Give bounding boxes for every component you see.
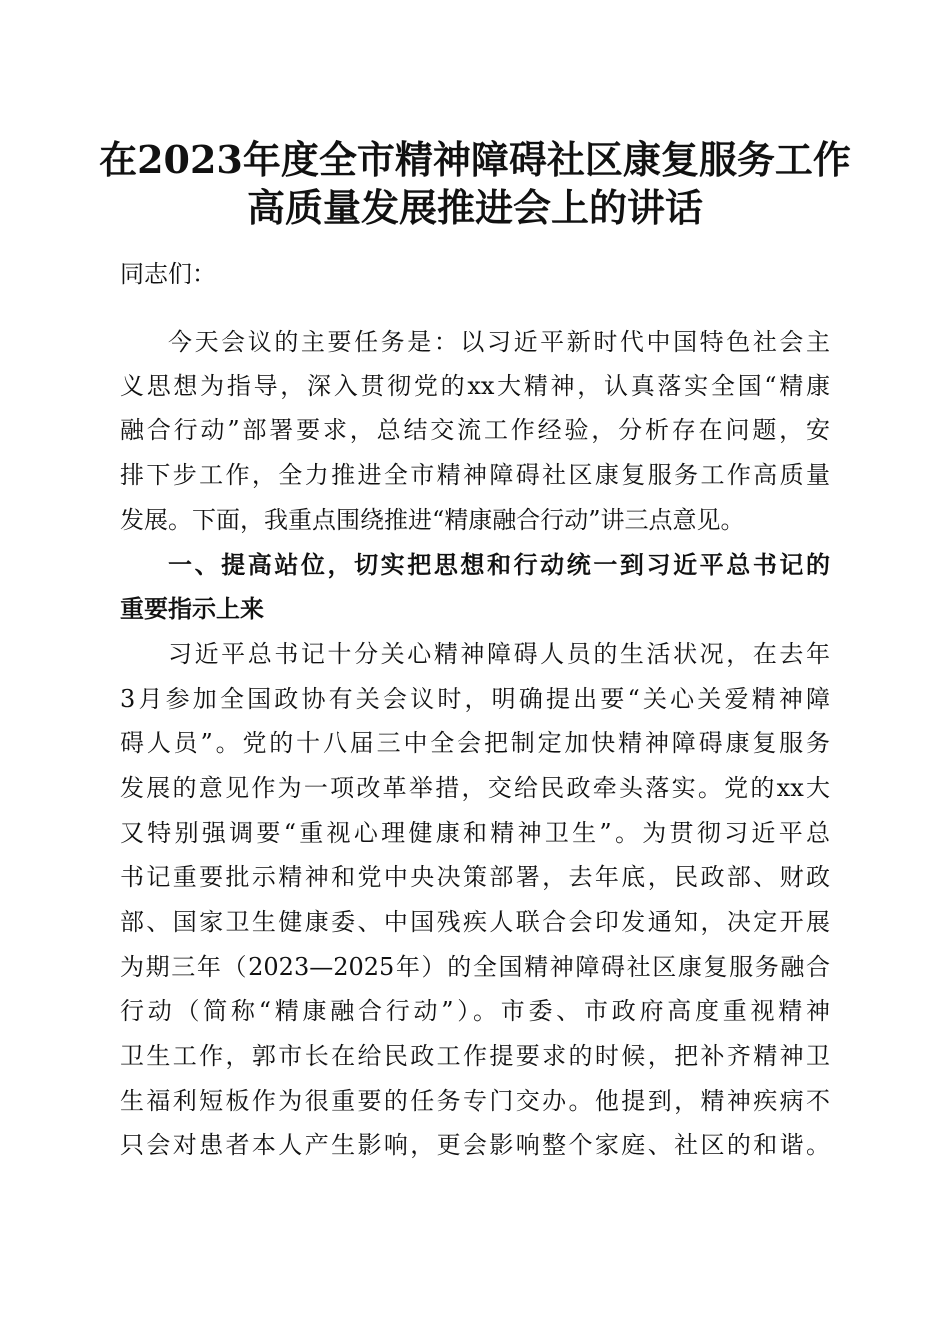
paragraph-1-line: 义思想为指导，深入贯彻党的xx大精神，认真落实全国“精康 — [120, 372, 830, 400]
paragraph-2-line: 发展的意见作为一项改革举措，交给民政牵头落实。党的xx大 — [120, 774, 830, 802]
paragraph-2-line: 又特别强调要“重视心理健康和精神卫生”。为贯彻习近平总 — [120, 819, 830, 847]
paragraph-2-line: 生福利短板作为很重要的任务专门交办。他提到，精神疾病不 — [120, 1087, 830, 1115]
paragraph-2-line: 部、国家卫生健康委、中国残疾人联合会印发通知，决定开展 — [120, 908, 830, 936]
paragraph-2-line: 为期三年（2023—2025年）的全国精神障碍社区康复服务融合 — [120, 953, 830, 981]
section-heading-1-line: 一、提高站位，切实把思想和行动统一到习近平总书记的 — [168, 551, 830, 579]
paragraph-2-line: 习近平总书记十分关心精神障碍人员的生活状况，在去年 — [168, 640, 830, 668]
document-title-line-1: 在2023年度全市精神障碍社区康复服务工作 — [99, 137, 851, 182]
salutation: 同志们： — [120, 260, 216, 288]
paragraph-2-line: 只会对患者本人产生影响，更会影响整个家庭、社区的和谐。 — [120, 1131, 830, 1159]
paragraph-1-line: 排下步工作，全力推进全市精神障碍社区康复服务工作高质量 — [120, 461, 830, 489]
paragraph-2-line: 行动（简称“精康融合行动”）。市委、市政府高度重视精神 — [120, 997, 830, 1025]
paragraph-2-line: 书记重要批示精神和党中央决策部署，去年底，民政部、财政 — [120, 863, 830, 891]
paragraph-2-line: 3月参加全国政协有关会议时，明确提出要“关心关爱精神障 — [120, 685, 830, 713]
paragraph-1-line: 今天会议的主要任务是：以习近平新时代中国特色社会主 — [168, 328, 830, 356]
paragraph-1-line: 融合行动”部署要求，总结交流工作经验，分析存在问题，安 — [120, 416, 830, 444]
paragraph-1-line: 发展。下面，我重点围绕推进“精康融合行动”讲三点意见。 — [120, 506, 745, 534]
section-heading-1-line: 重要指示上来 — [120, 595, 264, 623]
paragraph-2-line: 碍人员”。党的十八届三中全会把制定加快精神障碍康复服务 — [120, 729, 830, 757]
document-title-line-2: 高质量发展推进会上的讲话 — [246, 185, 703, 230]
paragraph-2-line: 卫生工作，郭市长在给民政工作提要求的时候，把补齐精神卫 — [120, 1042, 830, 1070]
